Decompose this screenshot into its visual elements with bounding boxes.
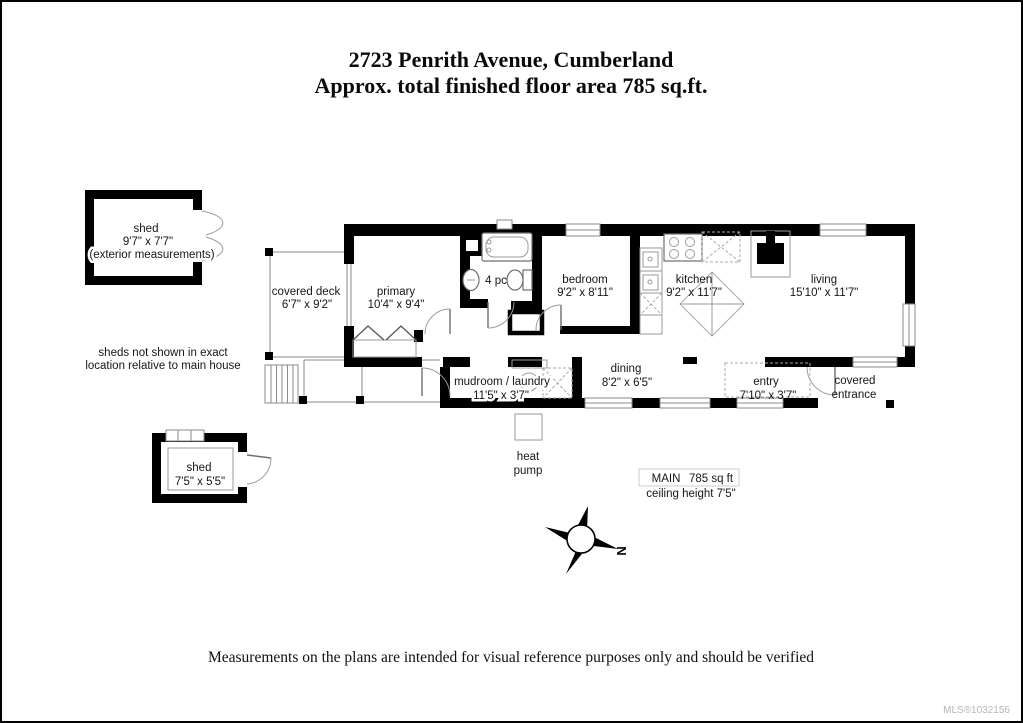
wall-bedroom-east — [630, 224, 640, 334]
mls-watermark: MLS®1032156 — [943, 705, 1010, 716]
mudroom-dims: 11'5" x 3'7" — [473, 390, 529, 402]
entry-dims: 7'10" x 3'7" — [739, 390, 797, 402]
sheds-note-line2: location relative to main house — [85, 360, 241, 372]
living-dims: 15'10" x 11'7" — [789, 287, 859, 299]
title-line1: 2723 Penrith Avenue, Cumberland — [348, 47, 674, 72]
sheds-note-line1: sheds not shown in exact — [98, 347, 228, 359]
shed1-note: (exterior measurements) — [89, 249, 215, 261]
landing-post — [299, 396, 307, 404]
primary-slider-opening — [344, 264, 354, 326]
wall-south-3 — [710, 398, 737, 408]
shed1-dims: 9'7" x 7'7" — [122, 236, 174, 248]
wall-south-2 — [632, 398, 660, 408]
wall-west-upper — [344, 224, 354, 264]
toilet-tank — [523, 270, 532, 290]
wall-east-upper — [905, 224, 915, 304]
stove-flue — [766, 231, 775, 244]
wall-bedroom-south — [560, 326, 640, 334]
toilet-bowl — [507, 270, 523, 290]
bedroom-dims: 9'2" x 8'11" — [557, 287, 613, 299]
covered-entrance-label-1: covered — [834, 375, 876, 387]
bath-label: 4 pc — [485, 275, 507, 287]
shed2-label: shed — [186, 462, 212, 474]
main-area-label: MAIN — [651, 473, 681, 485]
entry-label: entry — [753, 376, 779, 388]
main-area-value: 785 sq ft — [688, 473, 734, 485]
shed2-window — [166, 430, 204, 441]
primary-label: primary — [376, 286, 416, 298]
bedroom-label: bedroom — [562, 274, 608, 286]
kitchen-label: kitchen — [675, 274, 713, 286]
compass-north-label: N — [614, 546, 629, 556]
landing-post — [356, 396, 364, 404]
disclaimer-text: Measurements on the plans are intended for visual reference purposes only and should be verified — [207, 649, 815, 666]
wall-living-south-left — [765, 357, 853, 367]
main-area-note — [639, 469, 739, 500]
bath-window — [497, 220, 512, 229]
stove — [664, 234, 702, 261]
wall-bath-south-left — [460, 299, 488, 308]
wood-stove — [757, 243, 784, 264]
primary-dims: 10'4" x 9'4" — [367, 299, 425, 311]
shed1-label: shed — [133, 223, 159, 235]
shed2-dims: 7'5" x 5'5" — [174, 476, 226, 488]
sheds-location-note — [85, 347, 240, 372]
mudroom-label: mudroom / laundry — [454, 376, 550, 388]
plan-title — [315, 47, 708, 98]
linen-closet-interior — [466, 240, 478, 251]
title-line2: Approx. total finished floor area 785 sq.ft. — [314, 73, 708, 98]
wall-stub — [443, 357, 470, 367]
covered-deck-dims: 6'7" x 9'2" — [281, 299, 333, 311]
covered-deck-label: covered deck — [271, 286, 341, 298]
entrance-post — [886, 400, 894, 408]
compass-circle — [567, 525, 595, 553]
dining-label: dining — [610, 363, 642, 375]
covered-entrance-label-2: entrance — [831, 389, 877, 401]
kitchen-dims: 9'2" x 11'7" — [666, 287, 722, 299]
wall-primary-south — [344, 357, 422, 367]
dining-dims: 8'2" x 6'5" — [601, 377, 653, 389]
wall-east-lower — [905, 346, 915, 367]
wall-dining-west — [572, 357, 582, 398]
heat-pump-label-2: pump — [513, 465, 543, 477]
living-label: living — [810, 274, 838, 286]
deck-post — [265, 248, 273, 256]
shed2-door-opening — [236, 452, 248, 487]
wall-stub — [508, 357, 542, 367]
deck-post — [265, 352, 273, 360]
ceiling-height-label: ceiling height 7'5" — [646, 488, 736, 500]
wall-tick — [683, 357, 697, 364]
heat-pump-label-1: heat — [516, 451, 540, 463]
wall-mudroom-west — [440, 367, 450, 398]
